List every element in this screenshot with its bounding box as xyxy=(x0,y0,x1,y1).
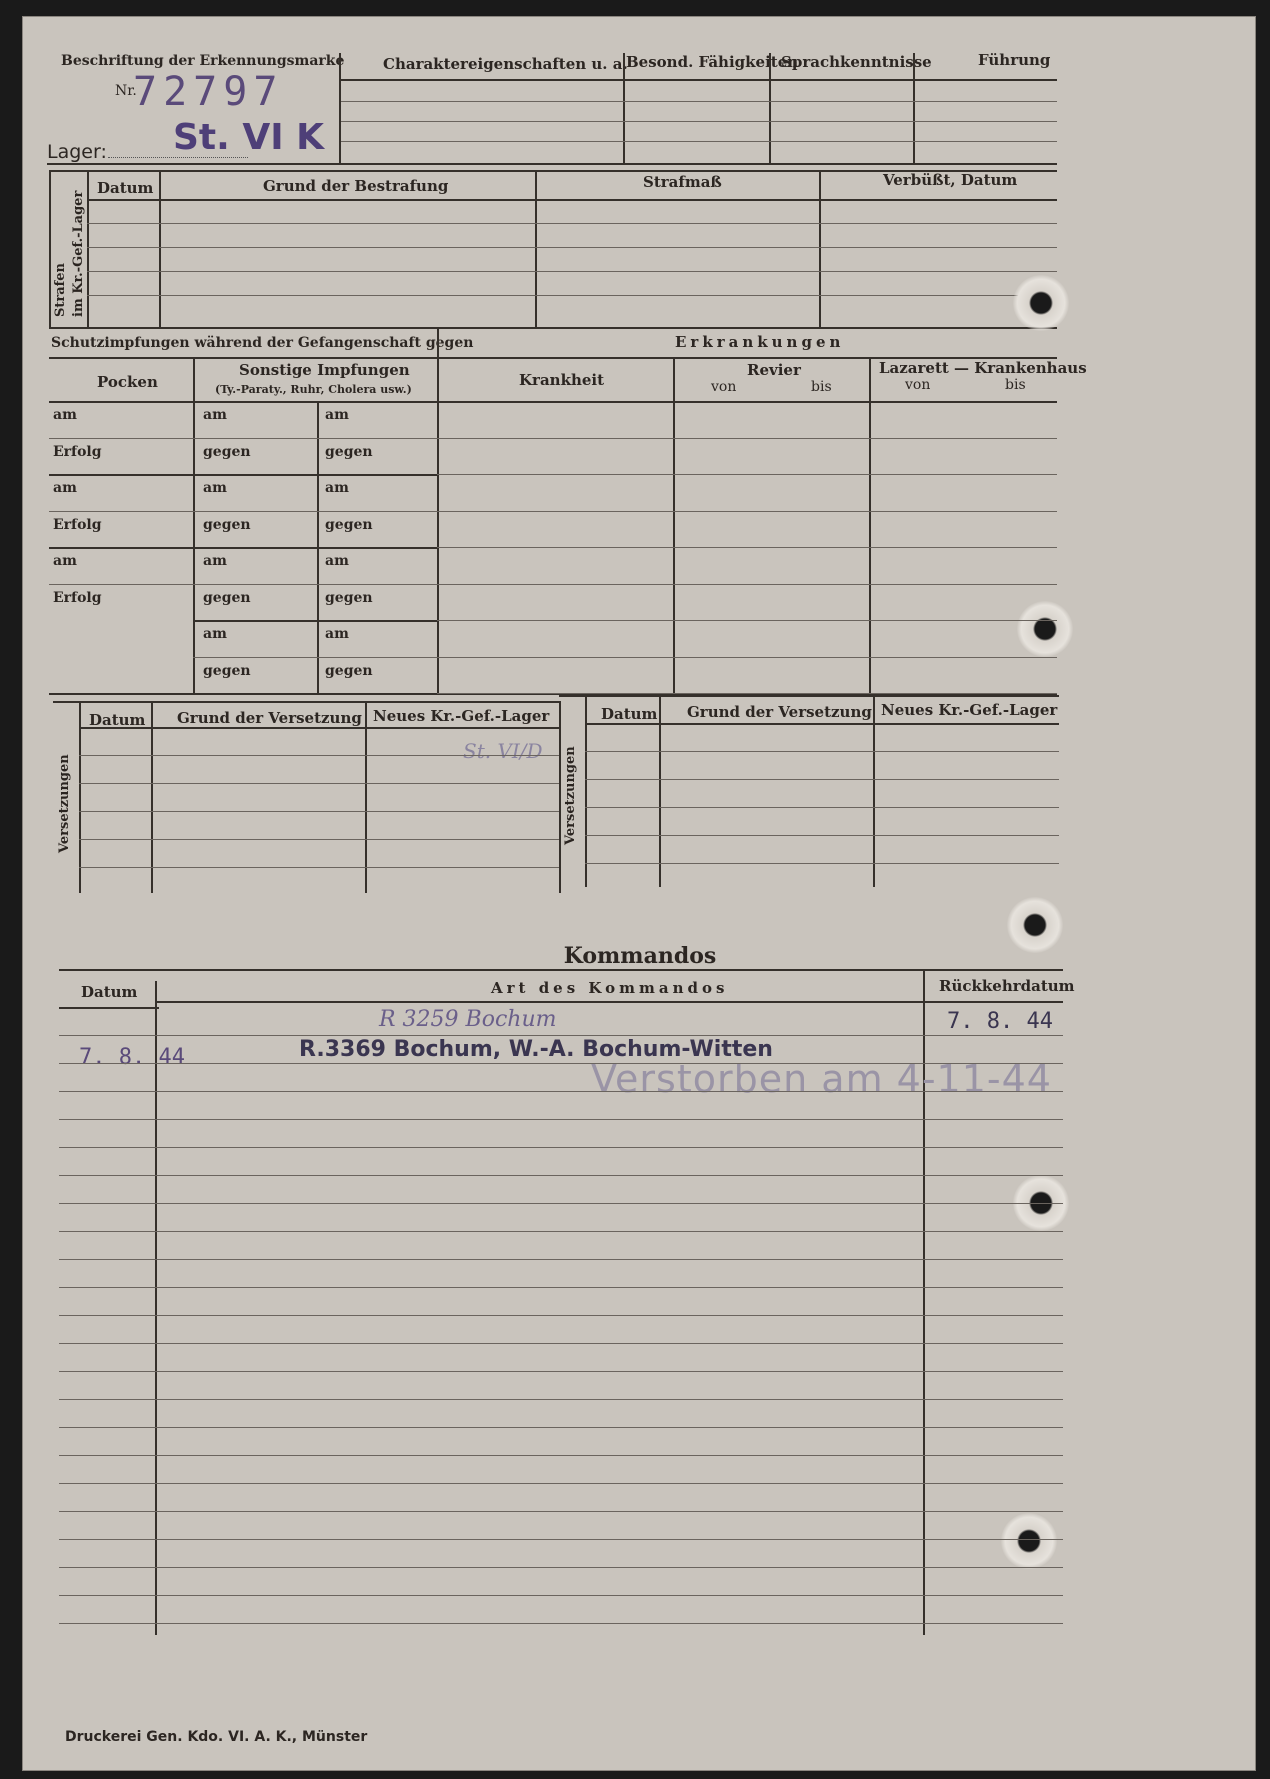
kommando-row-line xyxy=(59,1343,1063,1344)
erk-revier-bis: bis xyxy=(811,379,832,395)
impf-row-right-label: am xyxy=(325,626,349,642)
impf-row-line xyxy=(49,511,437,512)
erk-row-line xyxy=(437,511,1057,512)
kommando-row-line xyxy=(59,1035,1063,1036)
punch-hole xyxy=(1001,1513,1057,1569)
komm-entry-rueckkehr: 7. 8. 44 xyxy=(947,1009,1053,1034)
vers-row-line xyxy=(585,751,1059,752)
impf-row-mid-label: gegen xyxy=(203,516,251,533)
impf-row-right-label: am xyxy=(325,407,349,423)
kommando-row-line xyxy=(59,1567,1063,1568)
erk-row-line xyxy=(437,693,1057,694)
strafen-col-verbuesst: Verbüßt, Datum xyxy=(883,171,1018,189)
vers-left-col-grund: Grund der Versetzung xyxy=(177,709,362,727)
col-sprache: Sprachkenntnisse xyxy=(781,53,932,71)
kommando-row-line xyxy=(59,1119,1063,1120)
col-fuehrung: Führung xyxy=(978,51,1051,69)
impf-row-mid-label: am xyxy=(203,407,227,423)
impf-row-line xyxy=(193,657,437,658)
impf-row-mid-label: gegen xyxy=(203,443,251,460)
vers-left-col-datum: Datum xyxy=(89,711,146,729)
kommando-row-line xyxy=(59,1175,1063,1176)
impf-row-right-label: gegen xyxy=(325,589,373,606)
komm-entry-verstorben: Verstorben am 4-11-44 xyxy=(591,1057,1052,1101)
kommando-row-line xyxy=(59,1287,1063,1288)
impf-row-line xyxy=(49,584,437,585)
vers-row-line xyxy=(585,779,1059,780)
punch-hole xyxy=(1013,275,1069,331)
vers-row-line xyxy=(79,867,559,868)
vers-row-line xyxy=(585,807,1059,808)
strafen-side-label-1: Strafen xyxy=(53,263,68,317)
kommando-row-line xyxy=(59,1427,1063,1428)
impf-row-right-label: am xyxy=(325,480,349,496)
kommando-row-line xyxy=(59,1539,1063,1540)
kommando-row-line xyxy=(59,1091,1063,1092)
komm-col-rueckkehr: Rückkehrdatum xyxy=(939,977,1075,995)
erk-lazarett-von: von xyxy=(905,377,931,393)
erk-row-line xyxy=(437,657,1057,658)
impf-row-line xyxy=(49,547,437,549)
impf-row-right-label: gegen xyxy=(325,662,373,679)
kommandos-title: Kommandos xyxy=(563,943,717,969)
versetzungen-side-label-left: Versetzungen xyxy=(57,754,72,853)
impf-row-left-label: am xyxy=(53,553,77,569)
impf-row-line xyxy=(49,438,437,439)
impf-row-mid-label: am xyxy=(203,480,227,496)
kommando-row-line xyxy=(59,1203,1063,1204)
impf-row-left-label: Erfolg xyxy=(53,589,102,606)
impf-row-mid-label: gegen xyxy=(203,589,251,606)
kommando-row-line xyxy=(59,1259,1063,1260)
erk-row-line xyxy=(437,438,1057,439)
impf-col-sonstige-sub: (Ty.-Paraty., Ruhr, Cholera usw.) xyxy=(215,383,412,396)
komm-entry-stamp: R.3369 Bochum, W.-A. Bochum-Witten xyxy=(299,1037,773,1062)
impf-row-line xyxy=(193,620,437,622)
vers-right-col-lager: Neues Kr.-Gef.-Lager xyxy=(881,701,1058,719)
kommando-row-line xyxy=(59,1399,1063,1400)
impf-col-pocken: Pocken xyxy=(97,373,158,391)
erk-col-revier: Revier xyxy=(747,361,801,379)
komm-col-art: Art des Kommandos xyxy=(491,979,729,997)
versetzungen-side-label-right: Versetzungen xyxy=(563,746,578,845)
komm-entry-datum: 7. 8. 44 xyxy=(79,1045,185,1070)
impf-row-mid-label: gegen xyxy=(203,662,251,679)
erk-row-line xyxy=(437,584,1057,585)
strafen-col-grund: Grund der Bestrafung xyxy=(263,177,449,195)
vers-entry-lager: St. VI/D xyxy=(463,739,543,763)
vers-right-col-grund: Grund der Versetzung xyxy=(687,703,872,721)
vers-row-line xyxy=(79,755,559,756)
marke-label: Beschriftung der Erkennungsmarke xyxy=(61,53,345,69)
nr-label: Nr. xyxy=(115,83,137,99)
impf-row-right-label: gegen xyxy=(325,516,373,533)
vers-right-col-datum: Datum xyxy=(601,705,658,723)
erkrankungen-title: Erkrankungen xyxy=(675,333,845,351)
erk-col-krankheit: Krankheit xyxy=(519,371,605,389)
kommando-row-line xyxy=(59,1623,1063,1624)
pow-record-card xyxy=(22,16,1256,1771)
impf-col-sonstige: Sonstige Impfungen xyxy=(239,361,410,379)
kommando-row-line xyxy=(59,1231,1063,1232)
vers-row-line xyxy=(79,839,559,840)
kommando-row-line xyxy=(59,1483,1063,1484)
erk-row-line xyxy=(437,547,1057,548)
impf-row-right-label: am xyxy=(325,553,349,569)
strafen-col-strafmass: Strafmaß xyxy=(643,173,722,191)
erk-revier-von: von xyxy=(711,379,737,395)
komm-col-datum: Datum xyxy=(81,983,138,1001)
strafen-side-label-2: im Kr.-Gef.-Lager xyxy=(71,190,86,317)
impf-row-right-label: gegen xyxy=(325,443,373,460)
kommando-row-line xyxy=(59,1315,1063,1316)
strafen-col-datum: Datum xyxy=(97,179,154,197)
nr-value: 72797 xyxy=(133,69,284,115)
kommando-row-line xyxy=(59,1455,1063,1456)
impf-row-mid-label: am xyxy=(203,626,227,642)
lager-label: Lager: xyxy=(47,141,107,163)
impf-row-line xyxy=(49,474,437,476)
vers-row-line xyxy=(585,863,1059,864)
vers-left-col-lager: Neues Kr.-Gef.-Lager xyxy=(373,707,550,725)
impf-row-mid-label: am xyxy=(203,553,227,569)
kommando-row-line xyxy=(59,1371,1063,1372)
impf-row-left-label: Erfolg xyxy=(53,443,102,460)
erk-row-line xyxy=(437,620,1057,621)
komm-entry-handwritten: R 3259 Bochum xyxy=(379,1007,557,1032)
lager-value: St. VI K xyxy=(173,117,325,158)
printer-imprint: Druckerei Gen. Kdo. VI. A. K., Münster xyxy=(65,1729,368,1745)
erk-lazarett-bis: bis xyxy=(1005,377,1026,393)
impf-row-left-label: am xyxy=(53,480,77,496)
impf-row-left-label: am xyxy=(53,407,77,423)
col-charakter: Charaktereigenschaften u. a. xyxy=(383,55,628,73)
col-faehigkeiten: Besond. Fähigkeiten xyxy=(626,53,799,71)
punch-hole xyxy=(1017,601,1073,657)
vers-row-line xyxy=(79,783,559,784)
impfungen-title: Schutzimpfungen während der Gefangenschaft gegen xyxy=(51,335,474,351)
kommando-row-line xyxy=(59,1511,1063,1512)
vers-row-line xyxy=(79,811,559,812)
impf-row-left-label: Erfolg xyxy=(53,516,102,533)
erk-row-line xyxy=(437,474,1057,475)
vers-row-line xyxy=(585,835,1059,836)
kommando-row-line xyxy=(59,1147,1063,1148)
kommando-row-line xyxy=(59,1595,1063,1596)
erk-col-lazarett: Lazarett — Krankenhaus xyxy=(879,359,1087,377)
punch-hole xyxy=(1007,897,1063,953)
kommando-row-line xyxy=(59,1063,1063,1064)
